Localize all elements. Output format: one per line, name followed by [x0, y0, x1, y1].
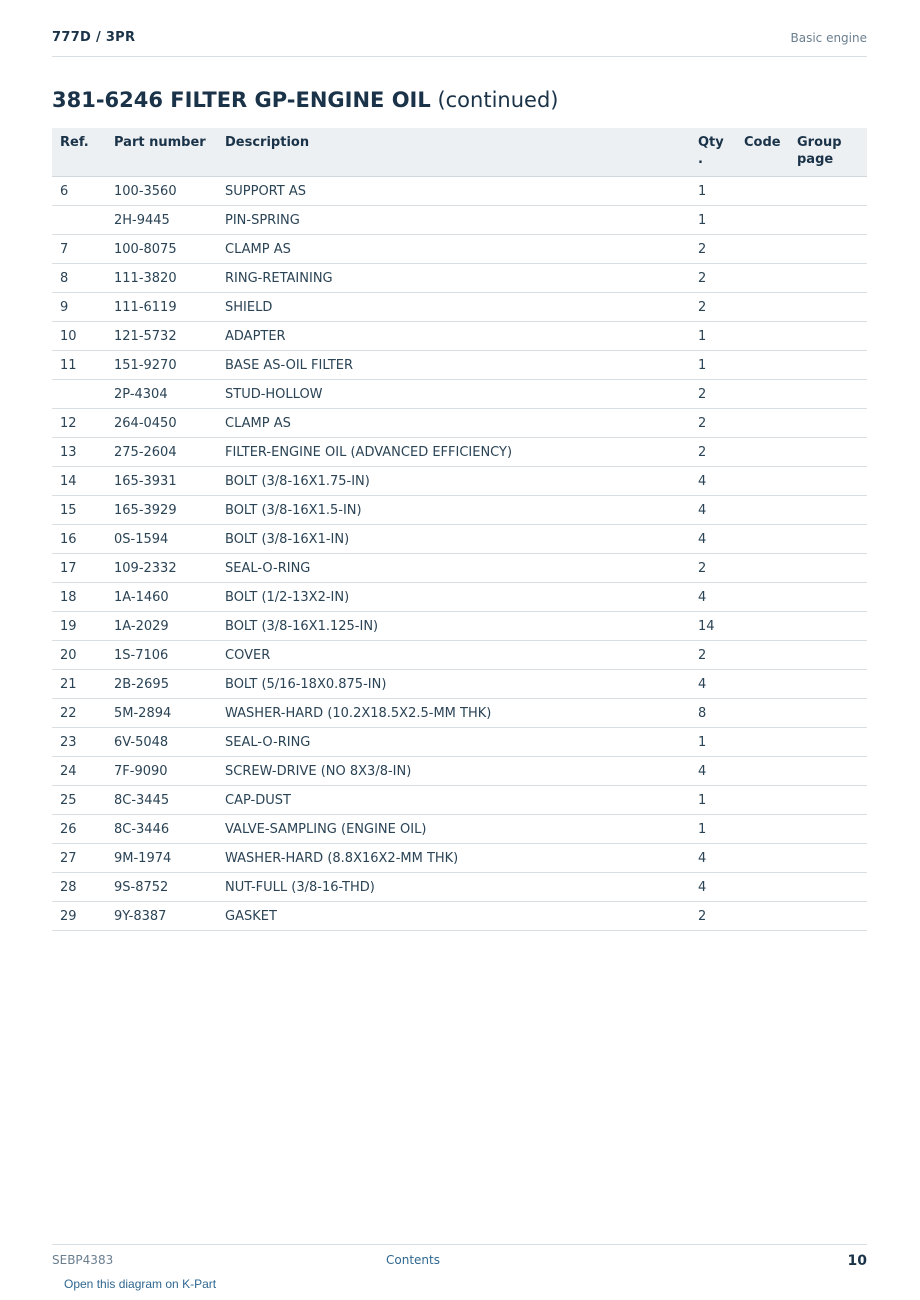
cell-part-number: 1S-7106 [106, 641, 217, 670]
cell-description: SHIELD [217, 293, 690, 322]
table-row [52, 873, 867, 902]
cell-description: BOLT (1/2-13X2-IN) [217, 583, 690, 612]
cell-ref: 27 [52, 844, 106, 873]
cell-description: WASHER-HARD (10.2X18.5X2.5-MM THK) [217, 699, 690, 728]
cell-ref: 19 [52, 612, 106, 641]
table-row [52, 264, 867, 293]
cell-ref: 22 [52, 699, 106, 728]
table-row [52, 844, 867, 873]
cell-description: SEAL-O-RING [217, 728, 690, 757]
cell-part-number: 1A-1460 [106, 583, 217, 612]
cell-qty: 4 [690, 670, 736, 699]
col-header-part-number: Part number [106, 128, 217, 177]
table-row [52, 409, 867, 438]
cell-group-page [789, 293, 867, 322]
table-row [52, 902, 867, 931]
cell-code [736, 322, 789, 351]
cell-ref: 6 [52, 177, 106, 206]
cell-qty: 4 [690, 525, 736, 554]
cell-qty: 1 [690, 728, 736, 757]
cell-code [736, 351, 789, 380]
cell-description: SUPPORT AS [217, 177, 690, 206]
table-row [52, 322, 867, 351]
cell-part-number: 151-9270 [106, 351, 217, 380]
cell-part-number: 8C-3446 [106, 815, 217, 844]
cell-ref: 11 [52, 351, 106, 380]
cell-description: BASE AS-OIL FILTER [217, 351, 690, 380]
table-row [52, 380, 867, 409]
cell-description: PIN-SPRING [217, 206, 690, 235]
cell-group-page [789, 235, 867, 264]
cell-group-page [789, 815, 867, 844]
page-header [52, 28, 867, 57]
cell-ref: 7 [52, 235, 106, 264]
cell-code [736, 873, 789, 902]
cell-code [736, 293, 789, 322]
table-row [52, 612, 867, 641]
cell-code [736, 902, 789, 931]
cell-qty: 4 [690, 496, 736, 525]
cell-code [736, 612, 789, 641]
cell-code [736, 728, 789, 757]
cell-code [736, 206, 789, 235]
cell-code [736, 554, 789, 583]
col-header-description: Description [217, 128, 690, 177]
cell-description: VALVE-SAMPLING (ENGINE OIL) [217, 815, 690, 844]
cell-group-page [789, 583, 867, 612]
cell-ref: 23 [52, 728, 106, 757]
cell-description: SCREW-DRIVE (NO 8X3/8-IN) [217, 757, 690, 786]
cell-part-number: 121-5732 [106, 322, 217, 351]
cell-group-page [789, 612, 867, 641]
contents-link[interactable]: Contents [386, 1253, 440, 1267]
cell-ref: 13 [52, 438, 106, 467]
cell-code [736, 583, 789, 612]
cell-ref: 24 [52, 757, 106, 786]
cell-group-page [789, 757, 867, 786]
cell-group-page [789, 380, 867, 409]
cell-ref: 29 [52, 902, 106, 931]
cell-part-number: 2H-9445 [106, 206, 217, 235]
cell-part-number: 1A-2029 [106, 612, 217, 641]
cell-group-page [789, 786, 867, 815]
cell-ref: 28 [52, 873, 106, 902]
cell-code [736, 844, 789, 873]
section-label: Basic engine [790, 31, 867, 45]
cell-group-page [789, 177, 867, 206]
cell-qty: 2 [690, 293, 736, 322]
table-row [52, 641, 867, 670]
cell-ref: 25 [52, 786, 106, 815]
col-header-ref: Ref. [52, 128, 106, 177]
table-row [52, 583, 867, 612]
cell-code [736, 177, 789, 206]
cell-code [736, 815, 789, 844]
cell-description: CLAMP AS [217, 235, 690, 264]
model-label: 777D / 3PR [52, 30, 136, 45]
cell-group-page [789, 206, 867, 235]
cell-qty: 4 [690, 873, 736, 902]
cell-qty: 2 [690, 438, 736, 467]
cell-qty: 2 [690, 641, 736, 670]
table-row [52, 177, 867, 206]
cell-part-number: 8C-3445 [106, 786, 217, 815]
cell-qty: 2 [690, 380, 736, 409]
parts-table [52, 128, 867, 931]
table-row [52, 206, 867, 235]
col-header-group-page: Group page [789, 128, 867, 177]
table-row [52, 786, 867, 815]
cell-qty: 1 [690, 322, 736, 351]
cell-description: BOLT (3/8-16X1.75-IN) [217, 467, 690, 496]
cell-part-number: 111-6119 [106, 293, 217, 322]
cell-group-page [789, 699, 867, 728]
cell-part-number: 100-3560 [106, 177, 217, 206]
cell-ref [52, 380, 106, 409]
table-row [52, 235, 867, 264]
cell-group-page [789, 844, 867, 873]
cell-qty: 1 [690, 177, 736, 206]
page-number: 10 [847, 1253, 867, 1269]
cell-group-page [789, 554, 867, 583]
cell-qty: 2 [690, 409, 736, 438]
table-row [52, 757, 867, 786]
cell-part-number: 109-2332 [106, 554, 217, 583]
cell-ref: 15 [52, 496, 106, 525]
cell-code [736, 264, 789, 293]
cell-qty: 1 [690, 351, 736, 380]
cell-group-page [789, 728, 867, 757]
cell-description: BOLT (3/8-16X1.125-IN) [217, 612, 690, 641]
cell-qty: 8 [690, 699, 736, 728]
cell-code [736, 467, 789, 496]
cell-part-number: 9M-1974 [106, 844, 217, 873]
cell-group-page [789, 409, 867, 438]
cell-part-number: 275-2604 [106, 438, 217, 467]
cell-code [736, 496, 789, 525]
cell-part-number: 2P-4304 [106, 380, 217, 409]
cell-part-number: 5M-2894 [106, 699, 217, 728]
table-row [52, 815, 867, 844]
cell-description: CAP-DUST [217, 786, 690, 815]
cell-code [736, 786, 789, 815]
cell-code [736, 641, 789, 670]
cell-part-number: 264-0450 [106, 409, 217, 438]
cell-description: SEAL-O-RING [217, 554, 690, 583]
table-row [52, 554, 867, 583]
cell-qty: 1 [690, 815, 736, 844]
cell-group-page [789, 670, 867, 699]
cell-ref: 12 [52, 409, 106, 438]
cell-group-page [789, 496, 867, 525]
table-row [52, 670, 867, 699]
parts-table-body [52, 177, 867, 931]
table-row [52, 467, 867, 496]
cell-group-page [789, 525, 867, 554]
table-row [52, 496, 867, 525]
cell-group-page [789, 467, 867, 496]
cell-code [736, 525, 789, 554]
cell-description: GASKET [217, 902, 690, 931]
cell-qty: 4 [690, 583, 736, 612]
cell-part-number: 2B-2695 [106, 670, 217, 699]
cell-ref: 8 [52, 264, 106, 293]
cell-qty: 14 [690, 612, 736, 641]
cell-description: FILTER-ENGINE OIL (ADVANCED EFFICIENCY) [217, 438, 690, 467]
cell-code [736, 380, 789, 409]
cell-part-number: 165-3929 [106, 496, 217, 525]
cell-description: BOLT (5/16-18X0.875-IN) [217, 670, 690, 699]
col-header-qty: Qty . [690, 128, 736, 177]
cell-part-number: 9Y-8387 [106, 902, 217, 931]
table-row [52, 351, 867, 380]
cell-part-number: 6V-5048 [106, 728, 217, 757]
cell-code [736, 699, 789, 728]
cell-part-number: 165-3931 [106, 467, 217, 496]
cell-part-number: 111-3820 [106, 264, 217, 293]
cell-group-page [789, 873, 867, 902]
cell-code [736, 409, 789, 438]
kpart-diagram-link[interactable]: Open this diagram on K-Part [64, 1277, 217, 1291]
page-title [52, 88, 558, 112]
col-header-code: Code [736, 128, 789, 177]
cell-qty: 2 [690, 554, 736, 583]
cell-description: WASHER-HARD (8.8X16X2-MM THK) [217, 844, 690, 873]
cell-ref: 18 [52, 583, 106, 612]
table-row [52, 525, 867, 554]
cell-ref: 16 [52, 525, 106, 554]
document-id: SEBP4383 [52, 1253, 114, 1267]
cell-description: COVER [217, 641, 690, 670]
cell-part-number: 7F-9090 [106, 757, 217, 786]
cell-part-number: 9S-8752 [106, 873, 217, 902]
cell-ref: 17 [52, 554, 106, 583]
cell-qty: 1 [690, 786, 736, 815]
table-header-row [52, 128, 867, 177]
cell-qty: 4 [690, 467, 736, 496]
table-row [52, 438, 867, 467]
footer-divider [52, 1244, 867, 1245]
cell-qty: 4 [690, 757, 736, 786]
cell-code [736, 757, 789, 786]
cell-description: RING-RETAINING [217, 264, 690, 293]
cell-qty: 2 [690, 264, 736, 293]
cell-part-number: 0S-1594 [106, 525, 217, 554]
cell-group-page [789, 902, 867, 931]
cell-qty: 2 [690, 235, 736, 264]
cell-group-page [789, 322, 867, 351]
cell-group-page [789, 641, 867, 670]
cell-code [736, 438, 789, 467]
cell-ref: 20 [52, 641, 106, 670]
title-suffix: (continued) [437, 88, 559, 112]
table-row [52, 728, 867, 757]
cell-group-page [789, 438, 867, 467]
table-row [52, 293, 867, 322]
cell-qty: 2 [690, 902, 736, 931]
cell-ref [52, 206, 106, 235]
title-group-name: 381-6246 FILTER GP-ENGINE OIL [52, 88, 431, 112]
cell-group-page [789, 351, 867, 380]
cell-description: BOLT (3/8-16X1-IN) [217, 525, 690, 554]
cell-description: STUD-HOLLOW [217, 380, 690, 409]
cell-part-number: 100-8075 [106, 235, 217, 264]
cell-code [736, 670, 789, 699]
cell-description: BOLT (3/8-16X1.5-IN) [217, 496, 690, 525]
cell-ref: 26 [52, 815, 106, 844]
table-row [52, 699, 867, 728]
cell-qty: 1 [690, 206, 736, 235]
cell-qty: 4 [690, 844, 736, 873]
cell-code [736, 235, 789, 264]
cell-description: ADAPTER [217, 322, 690, 351]
cell-ref: 21 [52, 670, 106, 699]
cell-description: NUT-FULL (3/8-16-THD) [217, 873, 690, 902]
cell-ref: 10 [52, 322, 106, 351]
cell-group-page [789, 264, 867, 293]
cell-ref: 14 [52, 467, 106, 496]
cell-description: CLAMP AS [217, 409, 690, 438]
cell-ref: 9 [52, 293, 106, 322]
